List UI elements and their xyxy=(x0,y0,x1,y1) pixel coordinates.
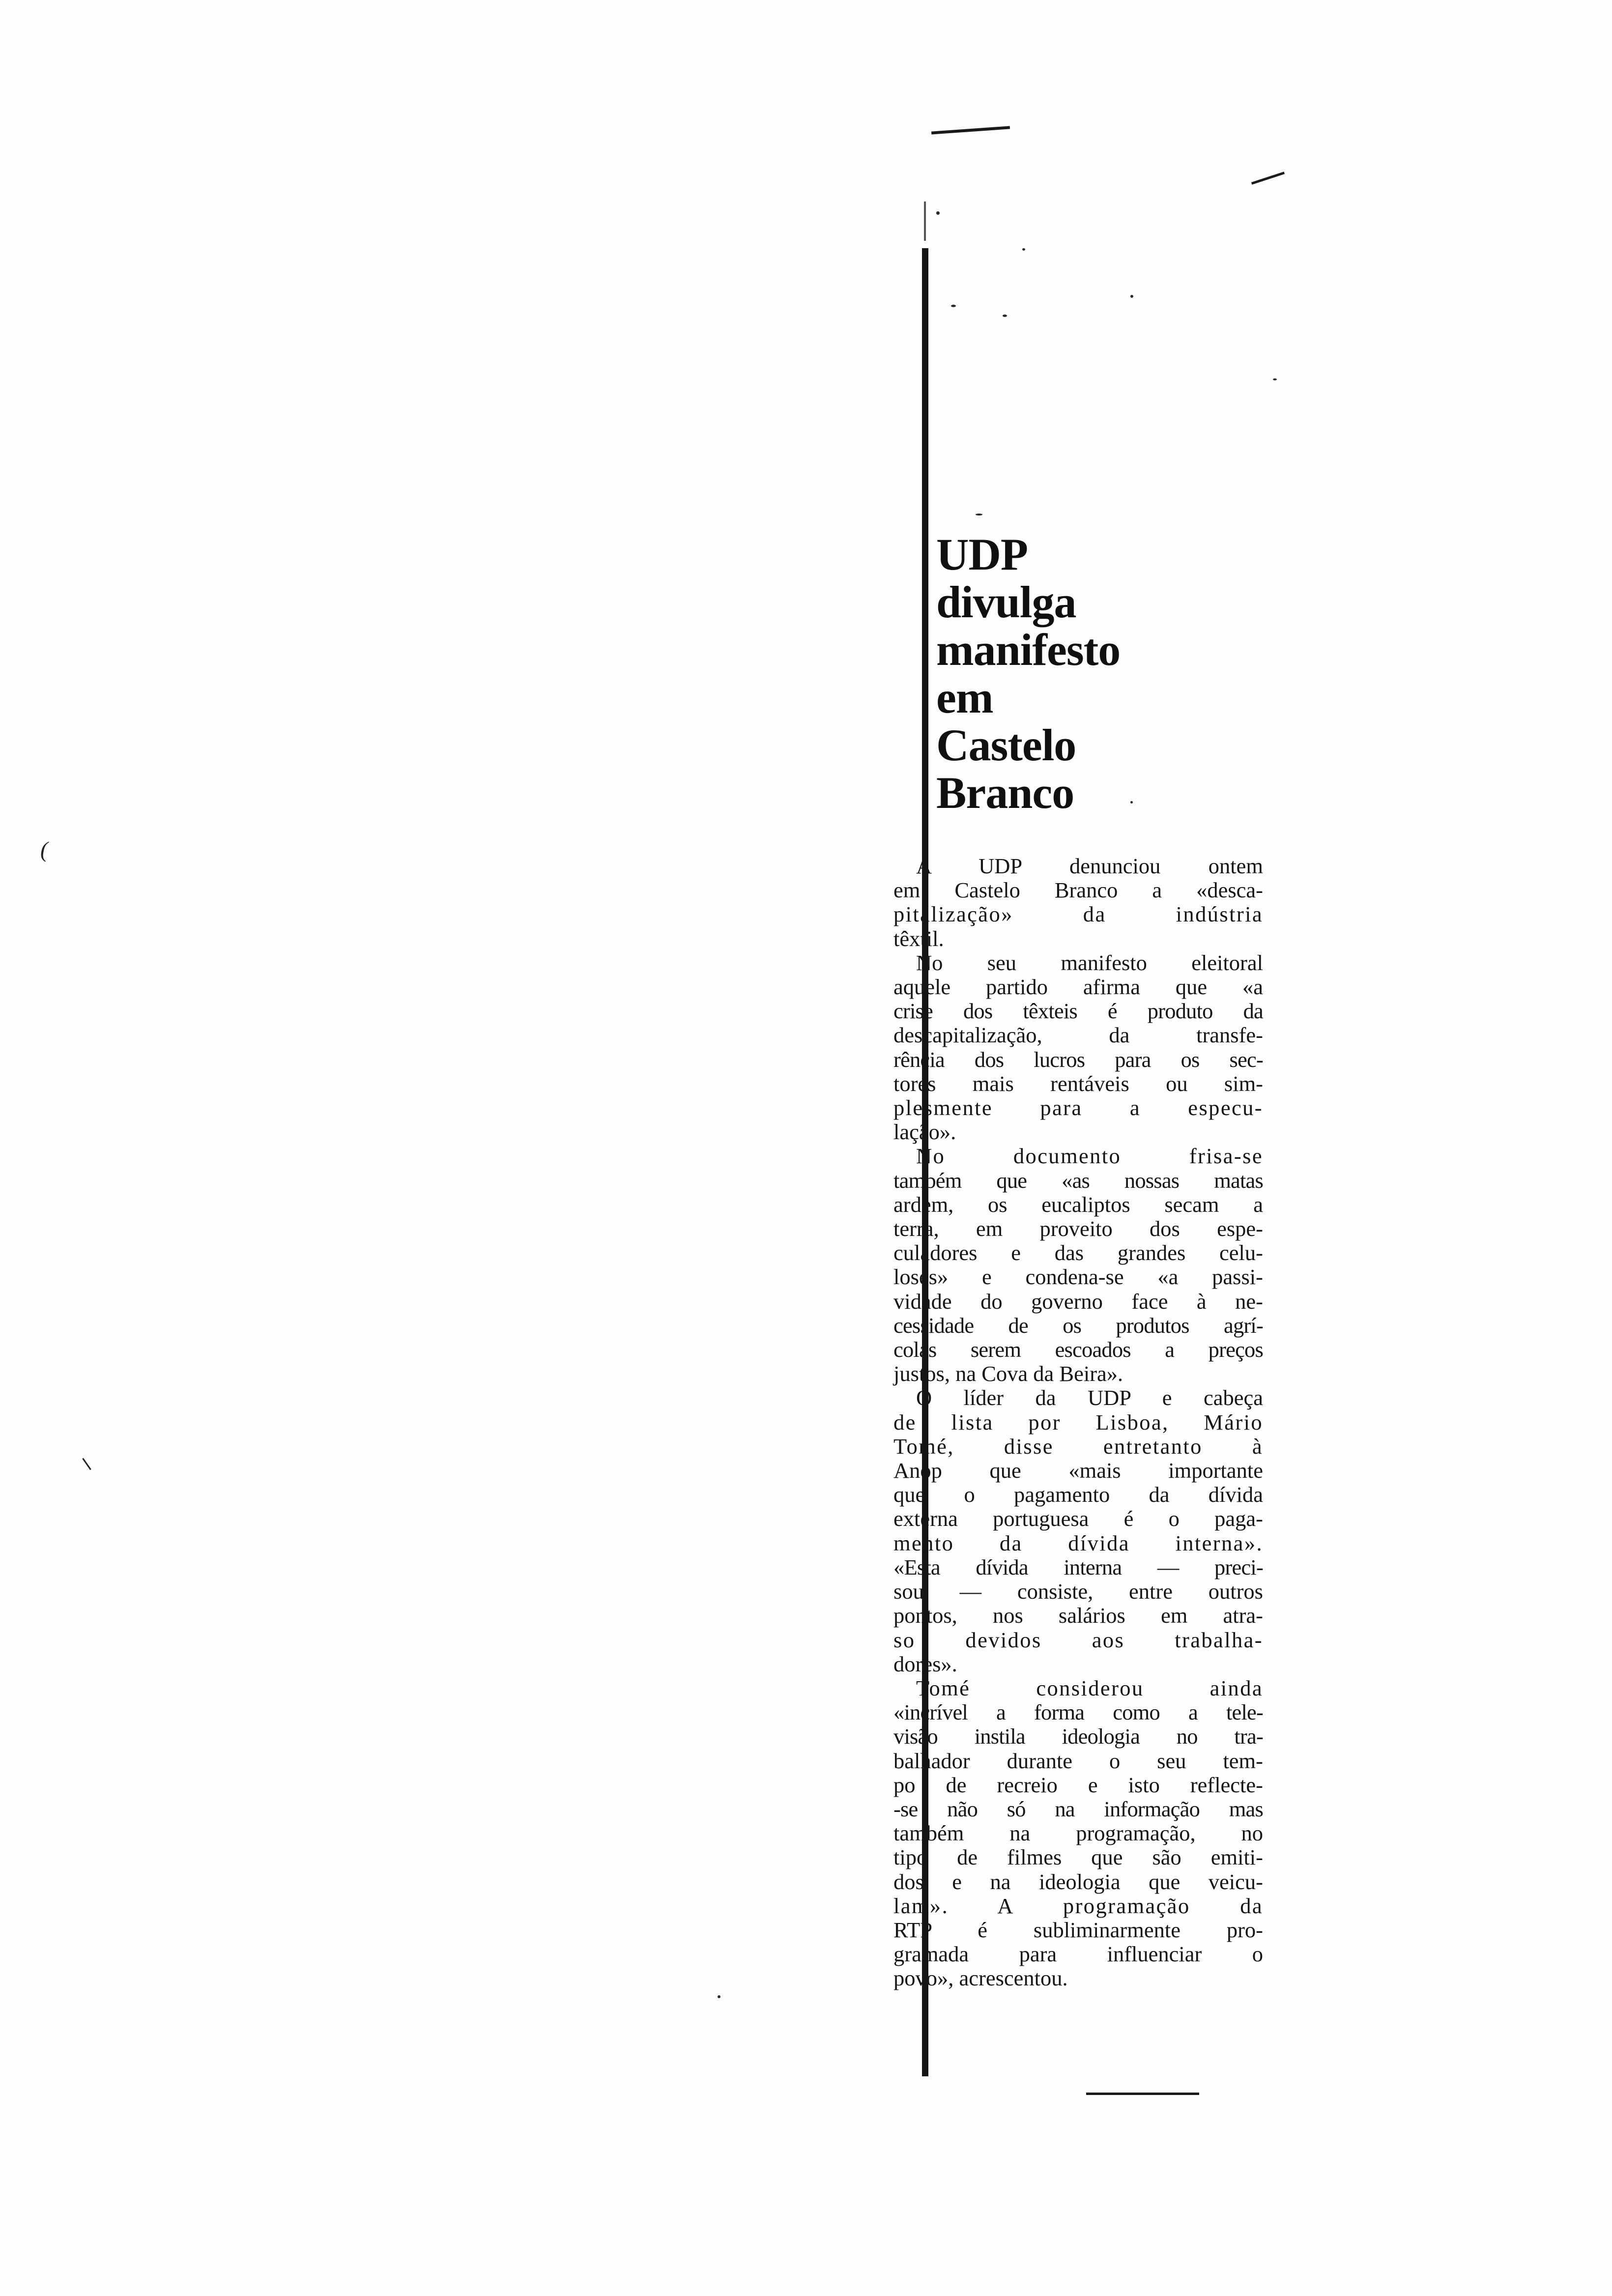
article-line: visão instila ideologia no tra- xyxy=(893,1724,1263,1749)
article-line: cessidade de os produtos agrí- xyxy=(893,1313,1263,1338)
scan-speck xyxy=(1273,378,1277,380)
article-line: descapitalização, da transfe- xyxy=(893,1023,1263,1048)
article-line: RTP é subliminarmente pro- xyxy=(893,1917,1263,1942)
scan-speck xyxy=(718,1995,720,1998)
article-line: também que «as nossas matas xyxy=(893,1168,1263,1193)
article-line: No seu manifesto eleitoral xyxy=(916,950,1263,975)
article-line: crise dos têxteis é produto da xyxy=(893,999,1263,1024)
article-line: lação». xyxy=(893,1119,956,1145)
headline-line: Castelo xyxy=(936,720,1076,770)
scan-speck xyxy=(1003,315,1007,317)
scan-mark-top-rule xyxy=(931,126,1010,134)
article-line: terra, em proveito dos espe- xyxy=(893,1216,1263,1241)
article-line: colas serem escoados a preços xyxy=(893,1337,1263,1362)
headline-line: Branco xyxy=(936,768,1074,818)
article-line: plesmente para a especu- xyxy=(893,1095,1263,1120)
article-line: so devidos aos trabalha- xyxy=(893,1627,1263,1652)
scan-speck xyxy=(976,514,982,516)
article-line: «Esta dívida interna — preci- xyxy=(893,1554,1263,1579)
article-line: de lista por Lisboa, Mário xyxy=(893,1409,1263,1435)
article-line: gramada para influenciar o xyxy=(893,1942,1263,1967)
article-line: povo», acrescentou. xyxy=(893,1966,1068,1991)
scan-paren-mark: ( xyxy=(40,837,48,862)
scan-speck xyxy=(1022,248,1025,251)
article-line: A UDP denunciou ontem xyxy=(916,854,1263,878)
article-line: -se não só na informação mas xyxy=(893,1796,1263,1821)
article-line: que o pagamento da dívida xyxy=(893,1482,1263,1507)
article-body xyxy=(893,854,1263,1991)
article-line: pontos, nos salários em atra- xyxy=(893,1603,1263,1628)
article-line: O líder da UDP e cabeça xyxy=(916,1385,1263,1410)
article-line: dores». xyxy=(893,1651,957,1676)
headline-line: divulga xyxy=(936,577,1076,627)
article-line: rência dos lucros para os sec- xyxy=(893,1047,1263,1072)
article-line: em Castelo Branco a «desca- xyxy=(893,878,1263,903)
scan-speck xyxy=(1130,295,1133,298)
scan-speck xyxy=(936,211,940,215)
article-line: po de recreio e isto reflecte- xyxy=(893,1772,1263,1797)
article-line: justos, na Cova da Beira». xyxy=(893,1361,1123,1386)
headline-line: em xyxy=(936,672,993,722)
article-line: externa portuguesa é o paga- xyxy=(893,1506,1263,1531)
article-line: dos e na ideologia que veicu- xyxy=(893,1869,1263,1894)
article-line: têxtil. xyxy=(893,926,944,951)
article-line: «incrível a forma como a tele- xyxy=(893,1700,1263,1725)
article-line: lam». A programação da xyxy=(893,1893,1263,1918)
article-line: mento da dívida interna». xyxy=(893,1530,1263,1555)
article-line: Tomé, disse entretanto à xyxy=(893,1434,1263,1459)
article-line: pitalização» da indústria xyxy=(893,902,1263,927)
article-line: vidade do governo face à ne- xyxy=(893,1289,1263,1314)
headline-line: UDP xyxy=(936,529,1028,579)
article-line: também na programação, no xyxy=(893,1821,1263,1846)
column-rule-top xyxy=(924,201,926,241)
scan-mark-top-right xyxy=(1251,172,1285,184)
headline-line: manifesto xyxy=(936,625,1121,675)
article-line: culadores e das grandes celu- xyxy=(893,1240,1263,1265)
article-line: Tomé considerou ainda xyxy=(916,1675,1263,1700)
scan-mark-bottom-rule xyxy=(1086,2093,1199,2095)
article-line: tores mais rentáveis ou sim- xyxy=(893,1071,1263,1096)
scan-speck xyxy=(951,305,956,307)
article-line: tipo de filmes que são emiti- xyxy=(893,1845,1263,1870)
article-line: aquele partido afirma que «a xyxy=(893,975,1263,1000)
article-line: Anop que «mais importante xyxy=(893,1458,1263,1483)
article-line: ardem, os eucaliptos secam a xyxy=(893,1192,1263,1217)
article-line: No documento frisa-se xyxy=(916,1144,1263,1169)
scan-tick-mark xyxy=(82,1458,91,1470)
article-line: balhador durante o seu tem- xyxy=(893,1748,1263,1773)
article-line: loses» e condena-se «a passi- xyxy=(893,1264,1263,1290)
article-line: sou — consiste, entre outros xyxy=(893,1579,1263,1604)
headline xyxy=(936,531,1192,817)
